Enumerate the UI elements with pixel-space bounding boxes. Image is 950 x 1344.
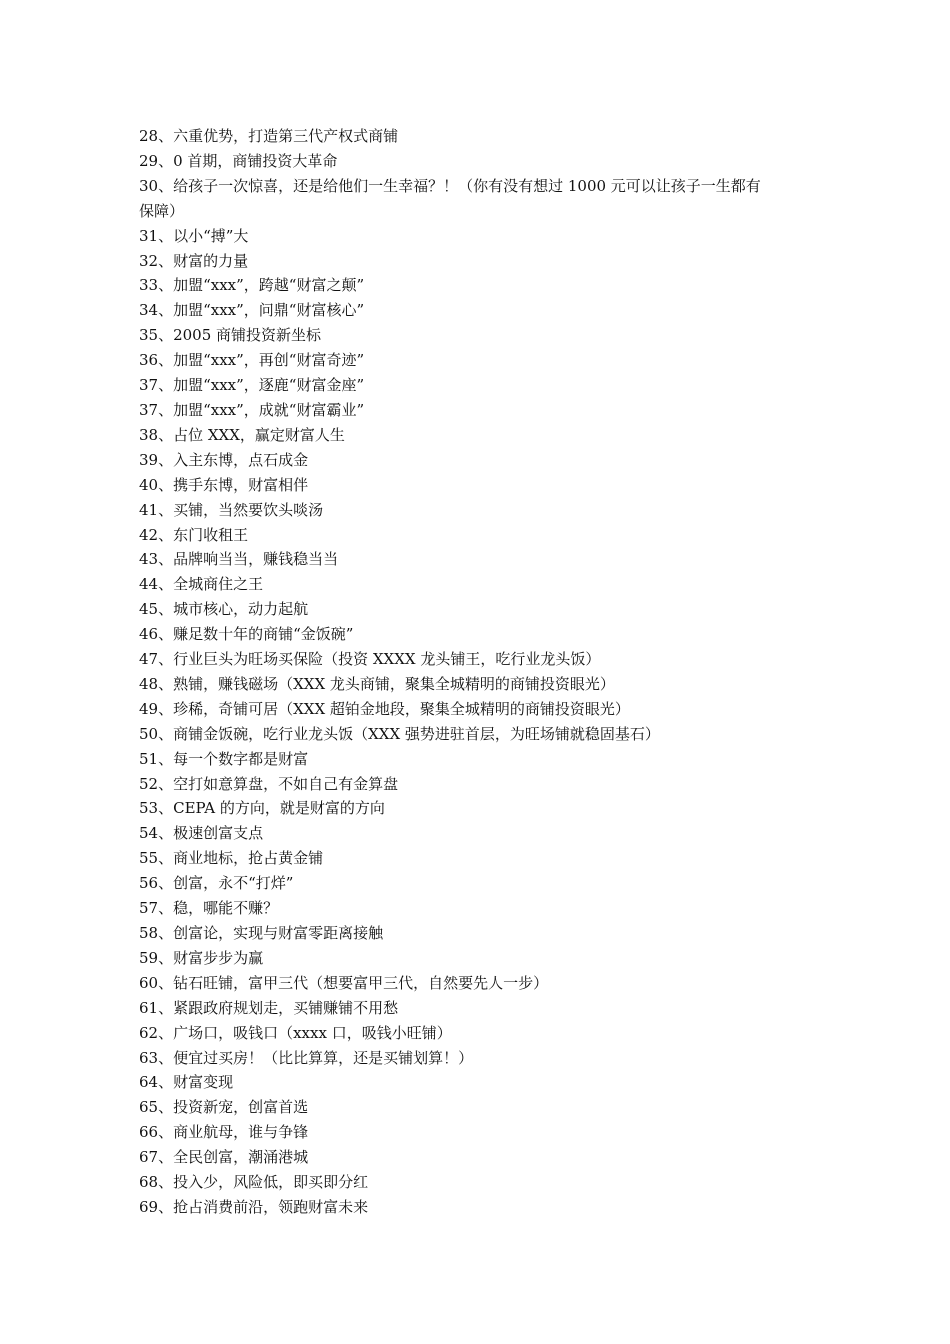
list-item: 59、财富步步为赢 [139,948,264,967]
list-item: 69、抢占消费前沿，领跑财富未来 [139,1197,369,1216]
list-item: 50、商铺金饭碗，吃行业龙头饭（XXX 强势进驻首层，为旺场铺就稳固基石） [139,724,660,743]
list-item: 61、紧跟政府规划走，买铺赚铺不用愁 [139,998,399,1017]
list-item: 57、稳，哪能不赚？ [139,899,279,918]
list-item: 46、赚足数十年的商铺“金饭碗” [139,625,354,644]
list-item: 32、财富的力量 [139,251,249,270]
list-item: 30、给孩子一次惊喜，还是给他们一生幸福？！（你有没有想过 1000 元可以让孩子一生都有 [139,176,761,195]
slogan-list [139,124,819,1220]
list-item: 44、全城商住之王 [139,575,264,594]
list-item: 28、六重优势，打造第三代产权式商铺 [139,127,399,145]
list-item: 63、便宜过买房！（比比算算，还是买铺划算！） [139,1048,474,1067]
list-item: 43、品牌响当当，赚钱稳当当 [139,550,339,569]
list-item: 49、珍稀，奇铺可居（XXX 超铂金地段，聚集全城精明的商铺投资眼光） [139,699,630,718]
list-item: 保障） [139,201,185,220]
list-item: 38、占位 XXX，赢定财富人生 [139,425,345,444]
list-item: 64、财富变现 [139,1073,234,1092]
list-item: 67、全民创富，潮涌港城 [139,1148,309,1167]
list-item: 36、加盟“xxx”，再创“财富奇迹” [139,351,365,370]
list-item: 40、携手东博，财富相伴 [139,475,309,494]
list-item: 66、商业航母，谁与争锋 [139,1123,309,1142]
list-item: 54、极速创富支点 [139,824,264,843]
list-item: 56、创富，永不“打烊” [139,874,294,893]
list-item: 31、以小“搏”大 [139,226,249,245]
list-item: 62、广场口，吸钱口（xxxx 口，吸钱小旺铺） [139,1023,452,1042]
list-item: 55、商业地标，抢占黄金铺 [139,849,324,868]
list-item: 58、创富论，实现与财富零距离接触 [139,924,384,942]
list-item: 39、入主东博，点石成金 [139,450,309,469]
list-item: 47、行业巨头为旺场买保险（投资 XXXX 龙头铺王，吃行业龙头饭） [139,650,601,669]
list-item: 29、0 首期，商铺投资大革命 [139,151,338,170]
list-item: 52、空打如意算盘，不如自己有金算盘 [139,774,399,793]
list-item: 37、加盟“xxx”，逐鹿“财富金座” [139,376,365,395]
list-item: 41、买铺，当然要饮头啖汤 [139,500,324,519]
list-item: 42、东门收租王 [139,525,249,544]
list-item: 37、加盟“xxx”，成就“财富霸业” [139,400,365,419]
list-item: 65、投资新宠，创富首选 [139,1098,309,1117]
list-item: 51、每一个数字都是财富 [139,749,309,768]
list-item: 48、熟铺，赚钱磁场（XXX 龙头商铺，聚集全城精明的商铺投资眼光） [139,674,615,693]
list-item: 53、CEPA 的方向，就是财富的方向 [139,799,385,818]
list-item: 45、城市核心，动力起航 [139,600,309,619]
list-item: 68、投入少，风险低，即买即分红 [139,1173,369,1192]
list-item: 34、加盟“xxx”，问鼎“财富核心” [139,301,365,320]
list-item: 60、钻石旺铺，富甲三代（想要富甲三代，自然要先人一步） [139,973,549,992]
list-item: 33、加盟“xxx”，跨越“财富之颠” [139,276,365,295]
list-item: 35、2005 商铺投资新坐标 [139,326,322,345]
